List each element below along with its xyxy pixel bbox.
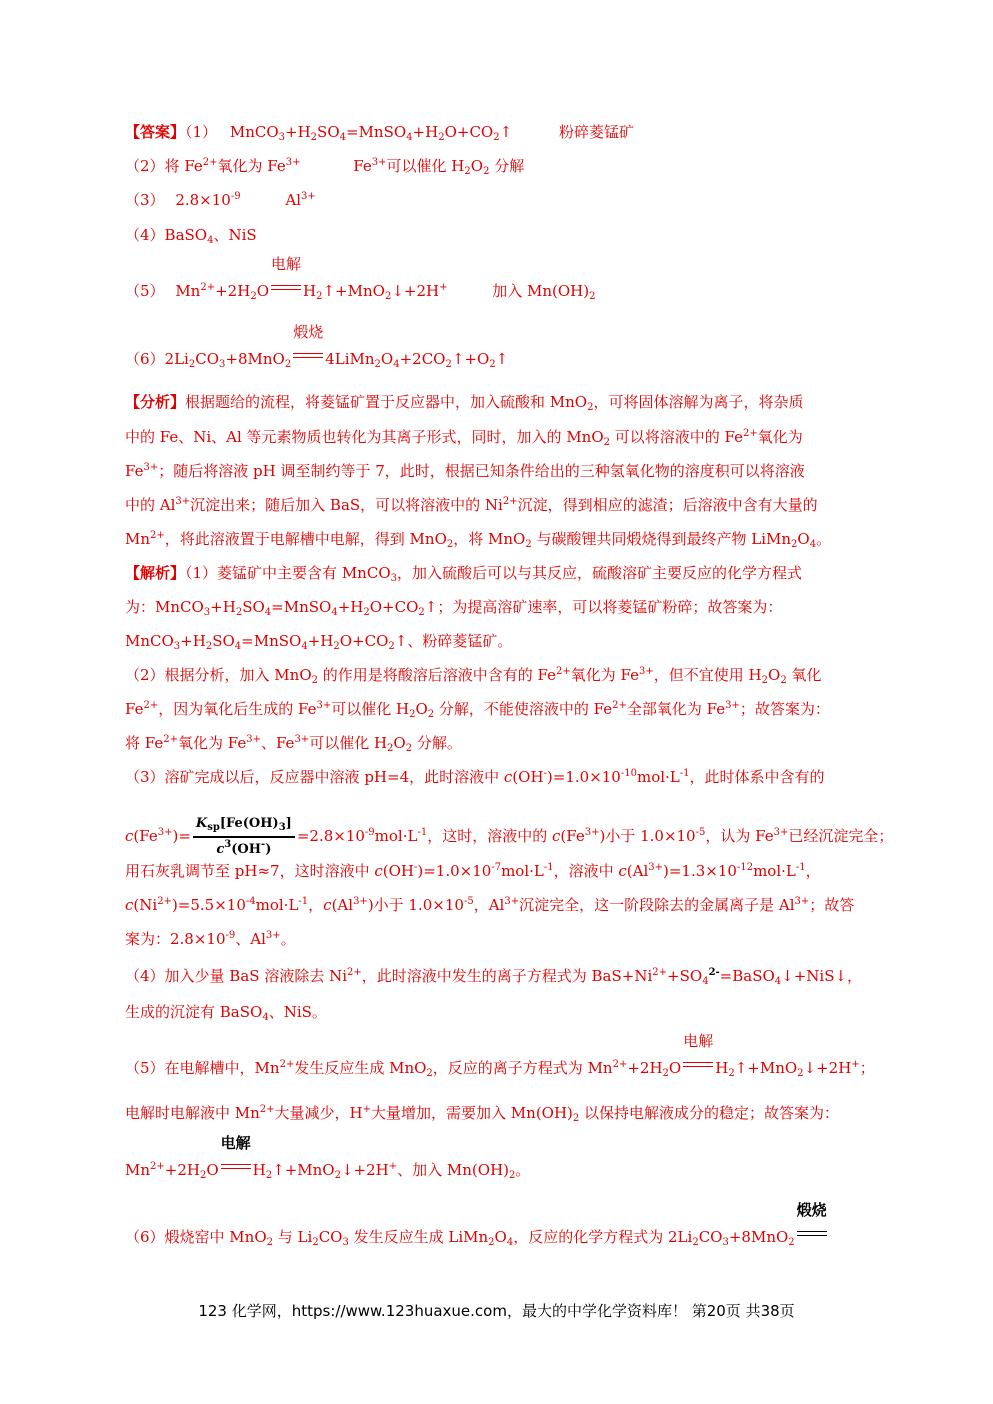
explain-line-17: （6）煅烧窑中 MnO$_2$ 与 $Li_2CO_3$ 发生反应生成 $LiMn_2O_4$，反应的化学方程式为 $2Li_2CO_3+8MnO_2$ 煅烧 xyxy=(125,1201,827,1248)
explain-line-10: $c(Ni^{2+})=5.5\times 10^{-4}mol\cdot L^{-1}$，$c(Al^{3+})$小于 $1.0\times 10^{-5}$，$Al^{3+}$沉淀完全，这一阶段除去的金属离子是 $Al^{3+}$；故答 xyxy=(125,896,855,914)
calcination-condition: 煅烧 xyxy=(291,344,325,364)
analysis-line-3: $Fe^{3+}$；随后将溶液 pH 调至制约等于 7，此时，根据已知条件给出的三种氢氧化物的溶度积可以将溶液 xyxy=(125,462,805,480)
explain-line-16: $Mn^{2+}+2H_2O$ 电解 $H_2↑+MnO_2↓+2H^+$、加入 $Mn(OH)_2$。 xyxy=(125,1134,531,1181)
answer-line-2: （2）将 $Fe^{2+}$氧化为 $Fe^{3+}$ $Fe^{3+}$可以催化 $H_2O_2$ 分解 xyxy=(125,157,525,177)
explain-line-7: （3）溶矿完成以后，反应器中溶液 pH=4，此时溶液中 $c(OH^-)=1.0\times 10^{-10}mol\cdot L^{-1}$，此时体系中含有的 xyxy=(125,768,825,786)
electrolysis-condition: 电解 xyxy=(269,276,303,296)
explain-line-1: 【解析】（1）菱锰矿中主要含有 MnCO$_3$，加入硫酸后可以与其反应，硫酸溶矿主要反应的化学方程式 xyxy=(125,564,803,584)
electrolysis-condition-2: 电解 xyxy=(681,1053,715,1073)
analysis-label: 【分析】 xyxy=(125,393,186,411)
explain-line-15: 电解时电解液中 $Mn^{2+}$大量减少，H+大量增加，需要加入 $Mn(OH)_2$ 以保持电解液成分的稳定；故答案为： xyxy=(125,1104,840,1124)
explain-line-13: 生成的沉淀有 BaSO$_4$、NiS。 xyxy=(125,1003,327,1023)
explain-line-4: （2）根据分析，加入 MnO$_2$ 的作用是将酸溶后溶液中含有的 $Fe^{2+}$氧化为 $Fe^{3+}$，但不宜使用 $H_2O_2$ 氧化 xyxy=(125,666,822,686)
answer-line-1: 【答案】（1） $MnCO_3+H_2SO_4=MnSO_4+H_2O+CO_2↑$ 粉碎菱锰矿 xyxy=(125,123,634,143)
answer-1-text: 粉碎菱锰矿 xyxy=(558,123,634,141)
answer-3-ion: $Al^{3+}$ xyxy=(285,191,316,209)
calcination-condition-2: 煅烧 xyxy=(795,1222,829,1242)
answer-5-text: 加入 $Mn(OH)_2$ xyxy=(492,282,596,302)
answer-2-text-2: $Fe^{3+}$可以催化 $H_2O_2$ 分解 xyxy=(353,157,525,177)
explain-line-11: 案为：$2.8\times 10^{-9}$、$Al^{3+}$。 xyxy=(125,930,296,948)
explain-label: 【解析】 xyxy=(125,564,186,582)
explain-line-9: 用石灰乳调节至 pH≈7，这时溶液中 $c(OH^-)=1.0\times 10^{-7}mol\cdot L^{-1}$，溶液中 $c(Al^{3+})=1.3\times 10^{-12}mol\cdot L^{-1}$， xyxy=(125,862,821,880)
explain-line-6: 将 $Fe^{2+}$氧化为 $Fe^{3+}$、$Fe^{3+}$可以催化 $H_2O_2$ 分解。 xyxy=(125,734,462,754)
answer-line-5: （5） $Mn^{2+}+2H_2O$ 电解 $H_2↑+MnO_2↓+2H^+$ 加入 $Mn(OH)_2$ xyxy=(125,255,596,302)
explain-line-12: （4）加入少量 BaS 溶液除去 $Ni^{2+}$，此时溶液中发生的离子方程式为 $BaS+Ni^{2+}+SO_4^{2-}=BaSO_4↓+NiS↓$， xyxy=(125,967,863,987)
answer-line-4: （4）BaSO$_4$、NiS xyxy=(125,226,257,246)
explain-line-14: （5）在电解槽中，$Mn^{2+}$发生反应生成 MnO$_2$，反应的离子方程式为 $Mn^{2+}+2H_2O$ 电解 $H_2↑+MnO_2↓+2H^+$； xyxy=(125,1032,875,1079)
ksp-fraction: $\frac{K_{sp}[Fe(OH)_3]}{c^3(OH^-)}$ xyxy=(193,814,295,860)
answer-line-3: （3） $2.8\times 10^{-9}$ $Al^{3+}$ xyxy=(125,191,316,209)
analysis-line-2: 中的 Fe、Ni、Al 等元素物质也转化为其离子形式，同时，加入的 MnO$_2$ 可以将溶液中的 $Fe^{2+}$氧化为 xyxy=(125,428,803,448)
explain-line-8: $c(Fe^{3+})=$ $\frac{K_{sp}[Fe(OH)_3]}{c^3(OH^-)}$ $=2.8\times 10^{-9}mol\cdot L^{-1}$，这时，溶液中的 $c(Fe^{3+})$小于 $1.0\times 10^{-5}$，认为 $Fe^{3+}$已经沉淀完全； xyxy=(125,814,893,860)
analysis-line-4: 中的 $Al^{3+}$沉淀出来；随后加入 BaS，可以将溶液中的 $Ni^{2+}$沉淀，得到相应的滤渣；后溶液中含有大量的 xyxy=(125,496,818,514)
answer-label: 【答案】 xyxy=(125,123,186,141)
analysis-line-1: 【分析】根据题给的流程，将菱锰矿置于反应器中，加入硫酸和 MnO$_2$，可将固体溶解为离子，将杂质 xyxy=(125,393,804,413)
explain-line-3: $MnCO_3+H_2SO_4=MnSO_4+H_2O+CO_2↑$、粉碎菱锰矿。 xyxy=(125,632,513,652)
analysis-line-5: $Mn^{2+}$，将此溶液置于电解槽中电解，得到 MnO$_2$，将 MnO$_2$ 与碳酸锂共同煅烧得到最终产物 $LiMn_2O_4$。 xyxy=(125,530,832,550)
explain-line-2: 为：$MnCO_3+H_2SO_4=MnSO_4+H_2O+CO_2↑$；为提高溶矿速率，可以将菱锰矿粉碎；故答案为： xyxy=(125,598,783,618)
answer-3-value: $2.8\times 10^{-9}$ xyxy=(175,191,241,209)
answer-line-6: $(6)2Li_2CO_3+8MnO_2$ 煅烧 $4LiMn_2O_4+2CO_2↑+O_2↑$ xyxy=(125,323,509,370)
electrolysis-condition-3: 电解 xyxy=(219,1155,253,1175)
explain-line-5: $Fe^{2+}$，因为氧化后生成的 $Fe^{3+}$可以催化 $H_2O_2$ 分解，不能使溶液中的 $Fe^{2+}$全部氧化为 $Fe^{3+}$；故答案为： xyxy=(125,700,830,720)
answer-1-equation: $MnCO_3+H_2SO_4=MnSO_4+H_2O+CO_2↑$ xyxy=(229,123,513,143)
page-footer: 123 化学网，https://www.123huaxue.com，最大的中学化学资料库！ 第20页 共38页 xyxy=(198,1302,795,1320)
